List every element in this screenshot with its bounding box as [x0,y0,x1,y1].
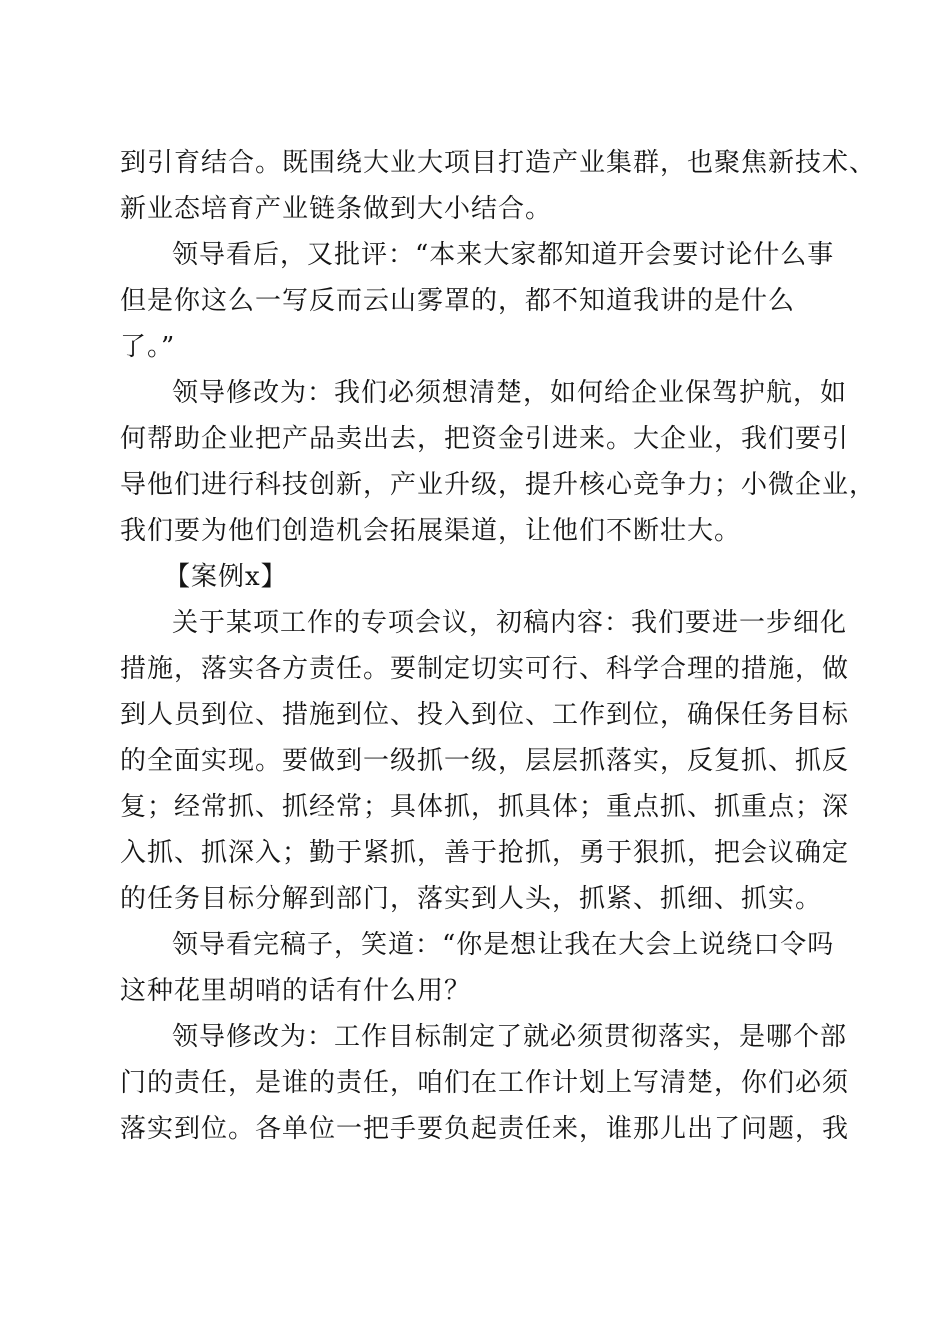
paragraph-first-line: 关于某项工作的专项会议，初稿内容：我们要进一步细化 [172,608,848,638]
text-line: 措施，落实各方责任。要制定切实可行、科学合理的措施，做 [120,654,850,684]
text-line: 新业态培育产业链条做到大小结合。 [120,194,553,224]
paragraph-first-line: 领导看完稿子，笑道：“你是想让我在大会上说绕口令吗 [172,930,835,960]
text-line: 复；经常抓、抓经常；具体抓，抓具体；重点抓、抓重点；深 [120,792,850,822]
text-line: 何帮助企业把产品卖出去，把资金引进来。大企业，我们要引 [120,424,850,454]
text-line: 落实到位。各单位一把手要负起责任来，谁那儿出了问题，我 [120,1114,850,1144]
case-heading: 【案例x】 [164,562,288,592]
text-line: 但是你这么一写反而云山雾罩的，都不知道我讲的是什么 [120,286,796,316]
text-line: 到人员到位、措施到位、投入到位、工作到位，确保任务目标 [120,700,850,730]
text-line: 我们要为他们创造机会拓展渠道，让他们不断壮大。 [120,516,742,546]
text-line: 门的责任，是谁的责任，咱们在工作计划上写清楚，你们必须 [120,1068,850,1098]
text-line: 的全面实现。要做到一级抓一级，层层抓落实，反复抓、抓反 [120,746,850,776]
text-line: 的任务目标分解到部门，落实到人头，抓紧、抓细、抓实。 [120,884,823,914]
text-line: 导他们进行科技创新，产业升级，提升核心竞争力；小微企业， [120,470,877,500]
paragraph-first-line: 领导修改为：工作目标制定了就必须贯彻落实，是哪个部 [172,1022,848,1052]
text-line: 入抓、抓深入；勤于紧抓，善于抢抓，勇于狠抓，把会议确定 [120,838,850,868]
paragraph-first-line: 领导看后，又批评：“本来大家都知道开会要讨论什么事 [172,240,835,270]
text-line: 这种花里胡哨的话有什么用？ [120,976,472,1006]
text-line: 了。” [120,332,176,362]
text-line: 到引育结合。既围绕大业大项目打造产业集群，也聚焦新技术、 [120,148,877,178]
paragraph-first-line: 领导修改为：我们必须想清楚，如何给企业保驾护航，如 [172,378,848,408]
